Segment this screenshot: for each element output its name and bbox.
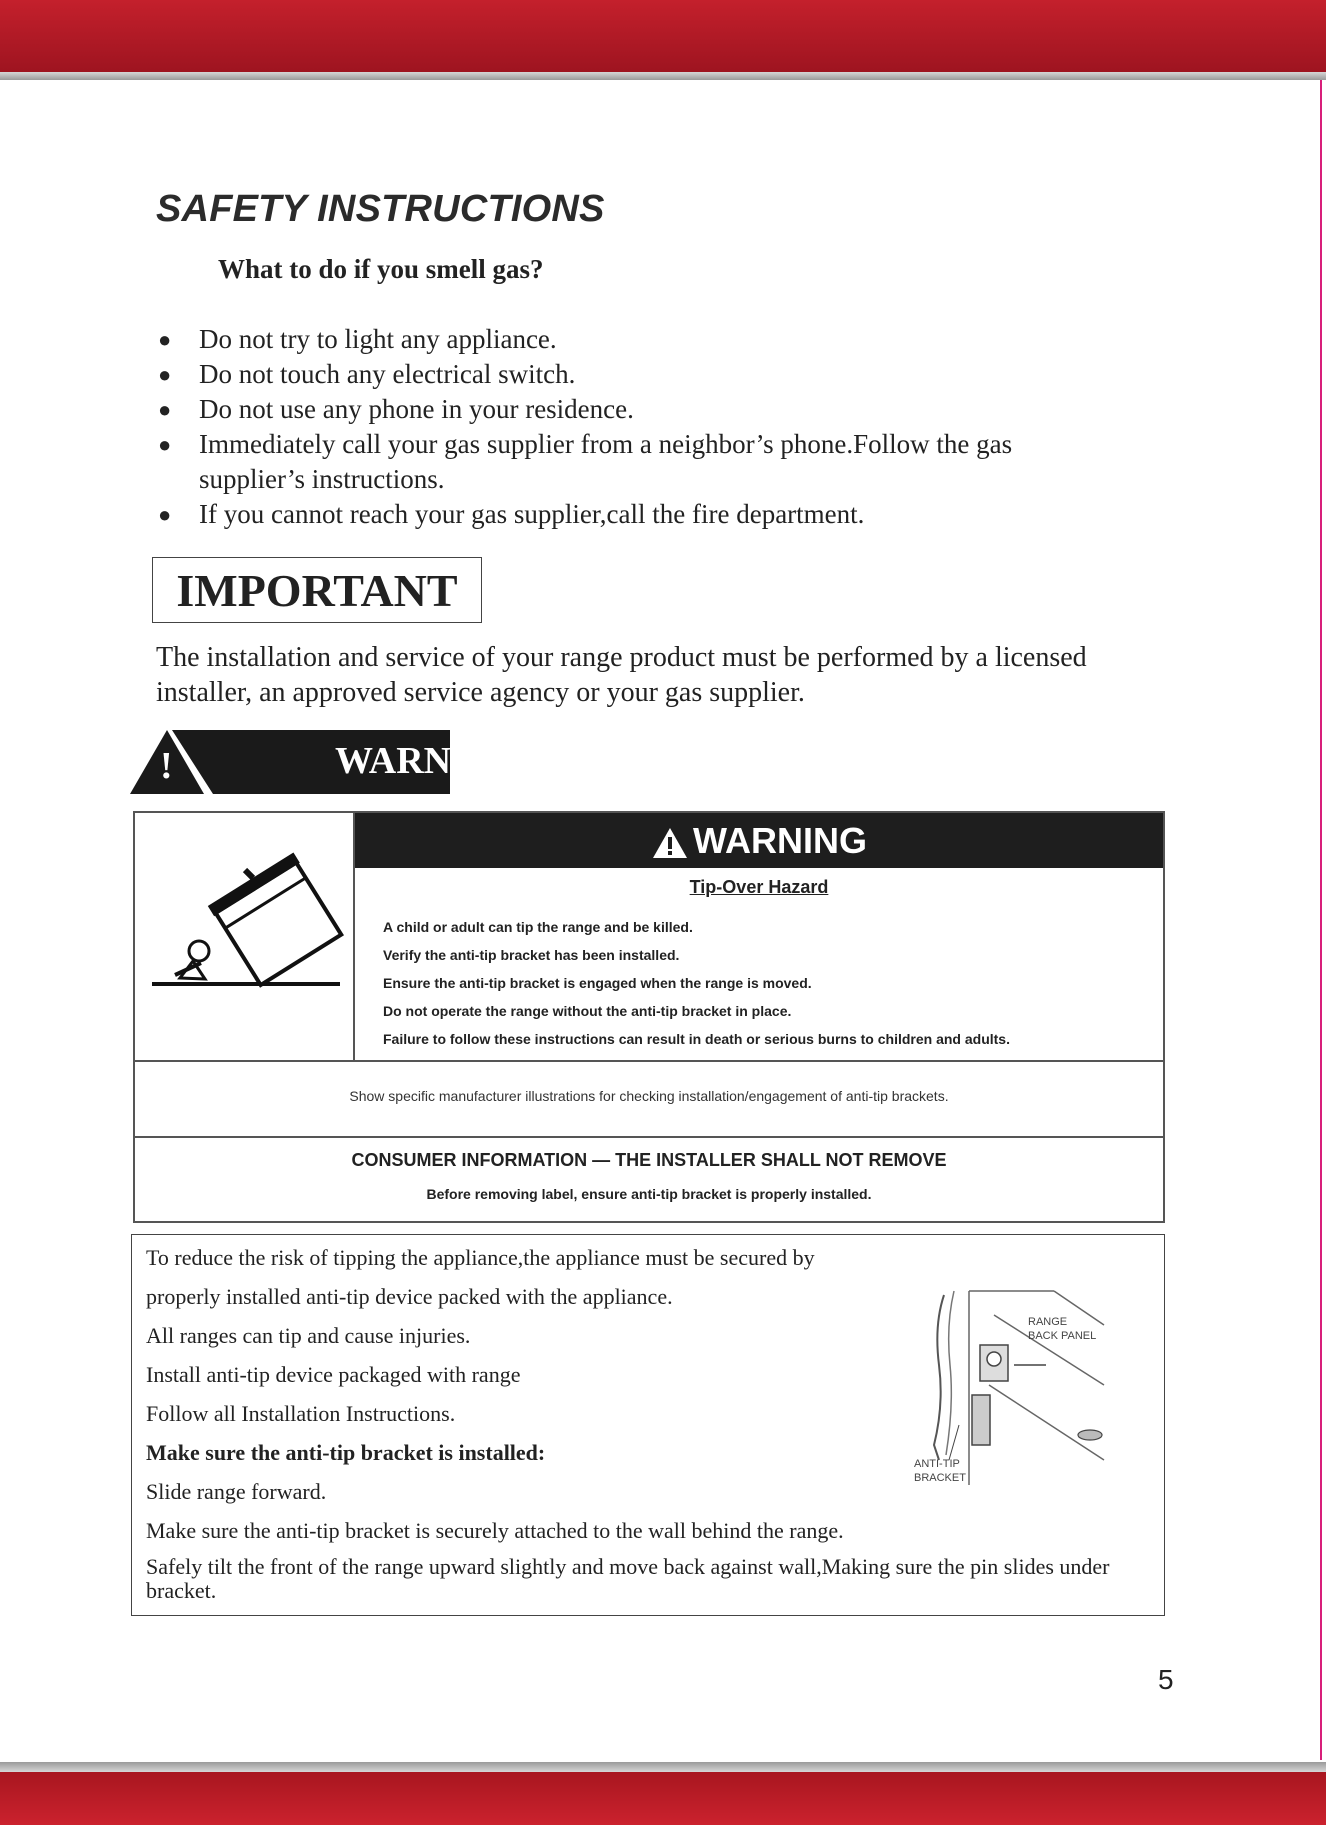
bullet-icon: ● (158, 362, 172, 387)
list-item: ● Do not use any phone in your residence. (156, 392, 1076, 427)
warning-label-header (355, 813, 1163, 868)
diagram-label-range: RANGE (1028, 1316, 1068, 1328)
list-item: Install anti-tip device packaged with range (146, 1362, 521, 1387)
list-item: Do not operate the range without the anti-tip bracket in place. (383, 1003, 792, 1019)
header-band (0, 0, 1326, 72)
bullet-icon: ● (158, 397, 172, 422)
list-item: ● If you cannot reach your gas supplier,call the fire department. (156, 497, 1076, 532)
list-item: ● Immediately call your gas supplier from a neighbor’s phone.Follow the gas supplier’s instructions. (158, 429, 1013, 494)
bullet-icon: ● (158, 432, 172, 457)
diagram-label-back-panel: BACK PANEL (1028, 1330, 1097, 1342)
warning-heading-label: WARNING (335, 740, 523, 782)
list-item: A child or adult can tip the range and be killed. (383, 919, 693, 935)
diagram-label-anti-tip: ANTI-TIP (914, 1458, 960, 1470)
page-edge-line (1320, 80, 1322, 1760)
list-item: Safely tilt the front of the range upward slightly and move back against wall,Making sure the pin slides under bracket. (146, 1554, 1110, 1603)
consumer-information: CONSUMER INFORMATION — THE INSTALLER SHALL NOT REMOVE (351, 1150, 947, 1170)
divider (135, 1136, 1163, 1138)
important-heading-box (152, 557, 482, 623)
tipping-range-icon (135, 813, 351, 1058)
warning-heading (130, 730, 523, 794)
footer-band (0, 1772, 1326, 1825)
exclamation-icon: ! (160, 745, 173, 787)
hazard-title: Tip-Over Hazard (689, 877, 829, 897)
divider (135, 1060, 1163, 1062)
list-item: Make sure the anti-tip bracket is installed: (146, 1440, 546, 1465)
anti-tip-instructions-box (131, 1234, 1165, 1616)
bullet-icon: ● (158, 327, 172, 352)
manufacturer-note: Show specific manufacturer illustrations for checking installation/engagement of anti-tip brackets. (349, 1088, 949, 1104)
list-item: Failure to follow these instructions can result in death or serious burns to children and adults. (383, 1031, 1010, 1047)
section-title: SAFETY INSTRUCTIONS (156, 188, 605, 230)
list-item: Verify the anti-tip bracket has been installed. (383, 947, 680, 963)
list-item: To reduce the risk of tipping the appliance,the appliance must be secured by (146, 1245, 815, 1270)
list-item: ● Do not try to light any appliance. (156, 322, 1076, 357)
list-item: properly installed anti-tip device packed with the appliance. (146, 1284, 673, 1309)
warning-label-heading: WARNING (693, 820, 867, 861)
list-item: Ensure the anti-tip bracket is engaged when the range is moved. (383, 975, 812, 991)
footer-rule (0, 1762, 1326, 1772)
warning-triangle-icon (651, 826, 689, 860)
installation-notice: The installation and service of your range product must be performed by a licensed installer, an approved service agency or your gas supplier. (156, 642, 1087, 708)
list-item: Follow all Installation Instructions. (146, 1401, 456, 1426)
diagram-label-bracket: BRACKET (914, 1472, 966, 1484)
list-item: Slide range forward. (146, 1479, 327, 1504)
gas-question: What to do if you smell gas? (218, 254, 544, 284)
bullet-icon: ● (158, 502, 172, 527)
page-number: 5 (1158, 1664, 1174, 1695)
list-item: Make sure the anti-tip bracket is securely attached to the wall behind the range. (146, 1518, 844, 1543)
consumer-subtext: Before removing label, ensure anti-tip bracket is properly installed. (426, 1186, 872, 1202)
list-item: All ranges can tip and cause injuries. (146, 1323, 471, 1348)
tip-over-illustration (135, 813, 355, 1060)
hazard-lines (383, 913, 1010, 1053)
anti-tip-bracket-diagram (914, 1285, 1274, 1485)
tip-over-warning-label (133, 811, 1165, 1223)
list-item: ● Do not touch any electrical switch. (156, 357, 1076, 392)
gas-steps-list (156, 322, 1076, 532)
important-heading: IMPORTANT (176, 565, 458, 616)
header-rule (0, 72, 1326, 80)
